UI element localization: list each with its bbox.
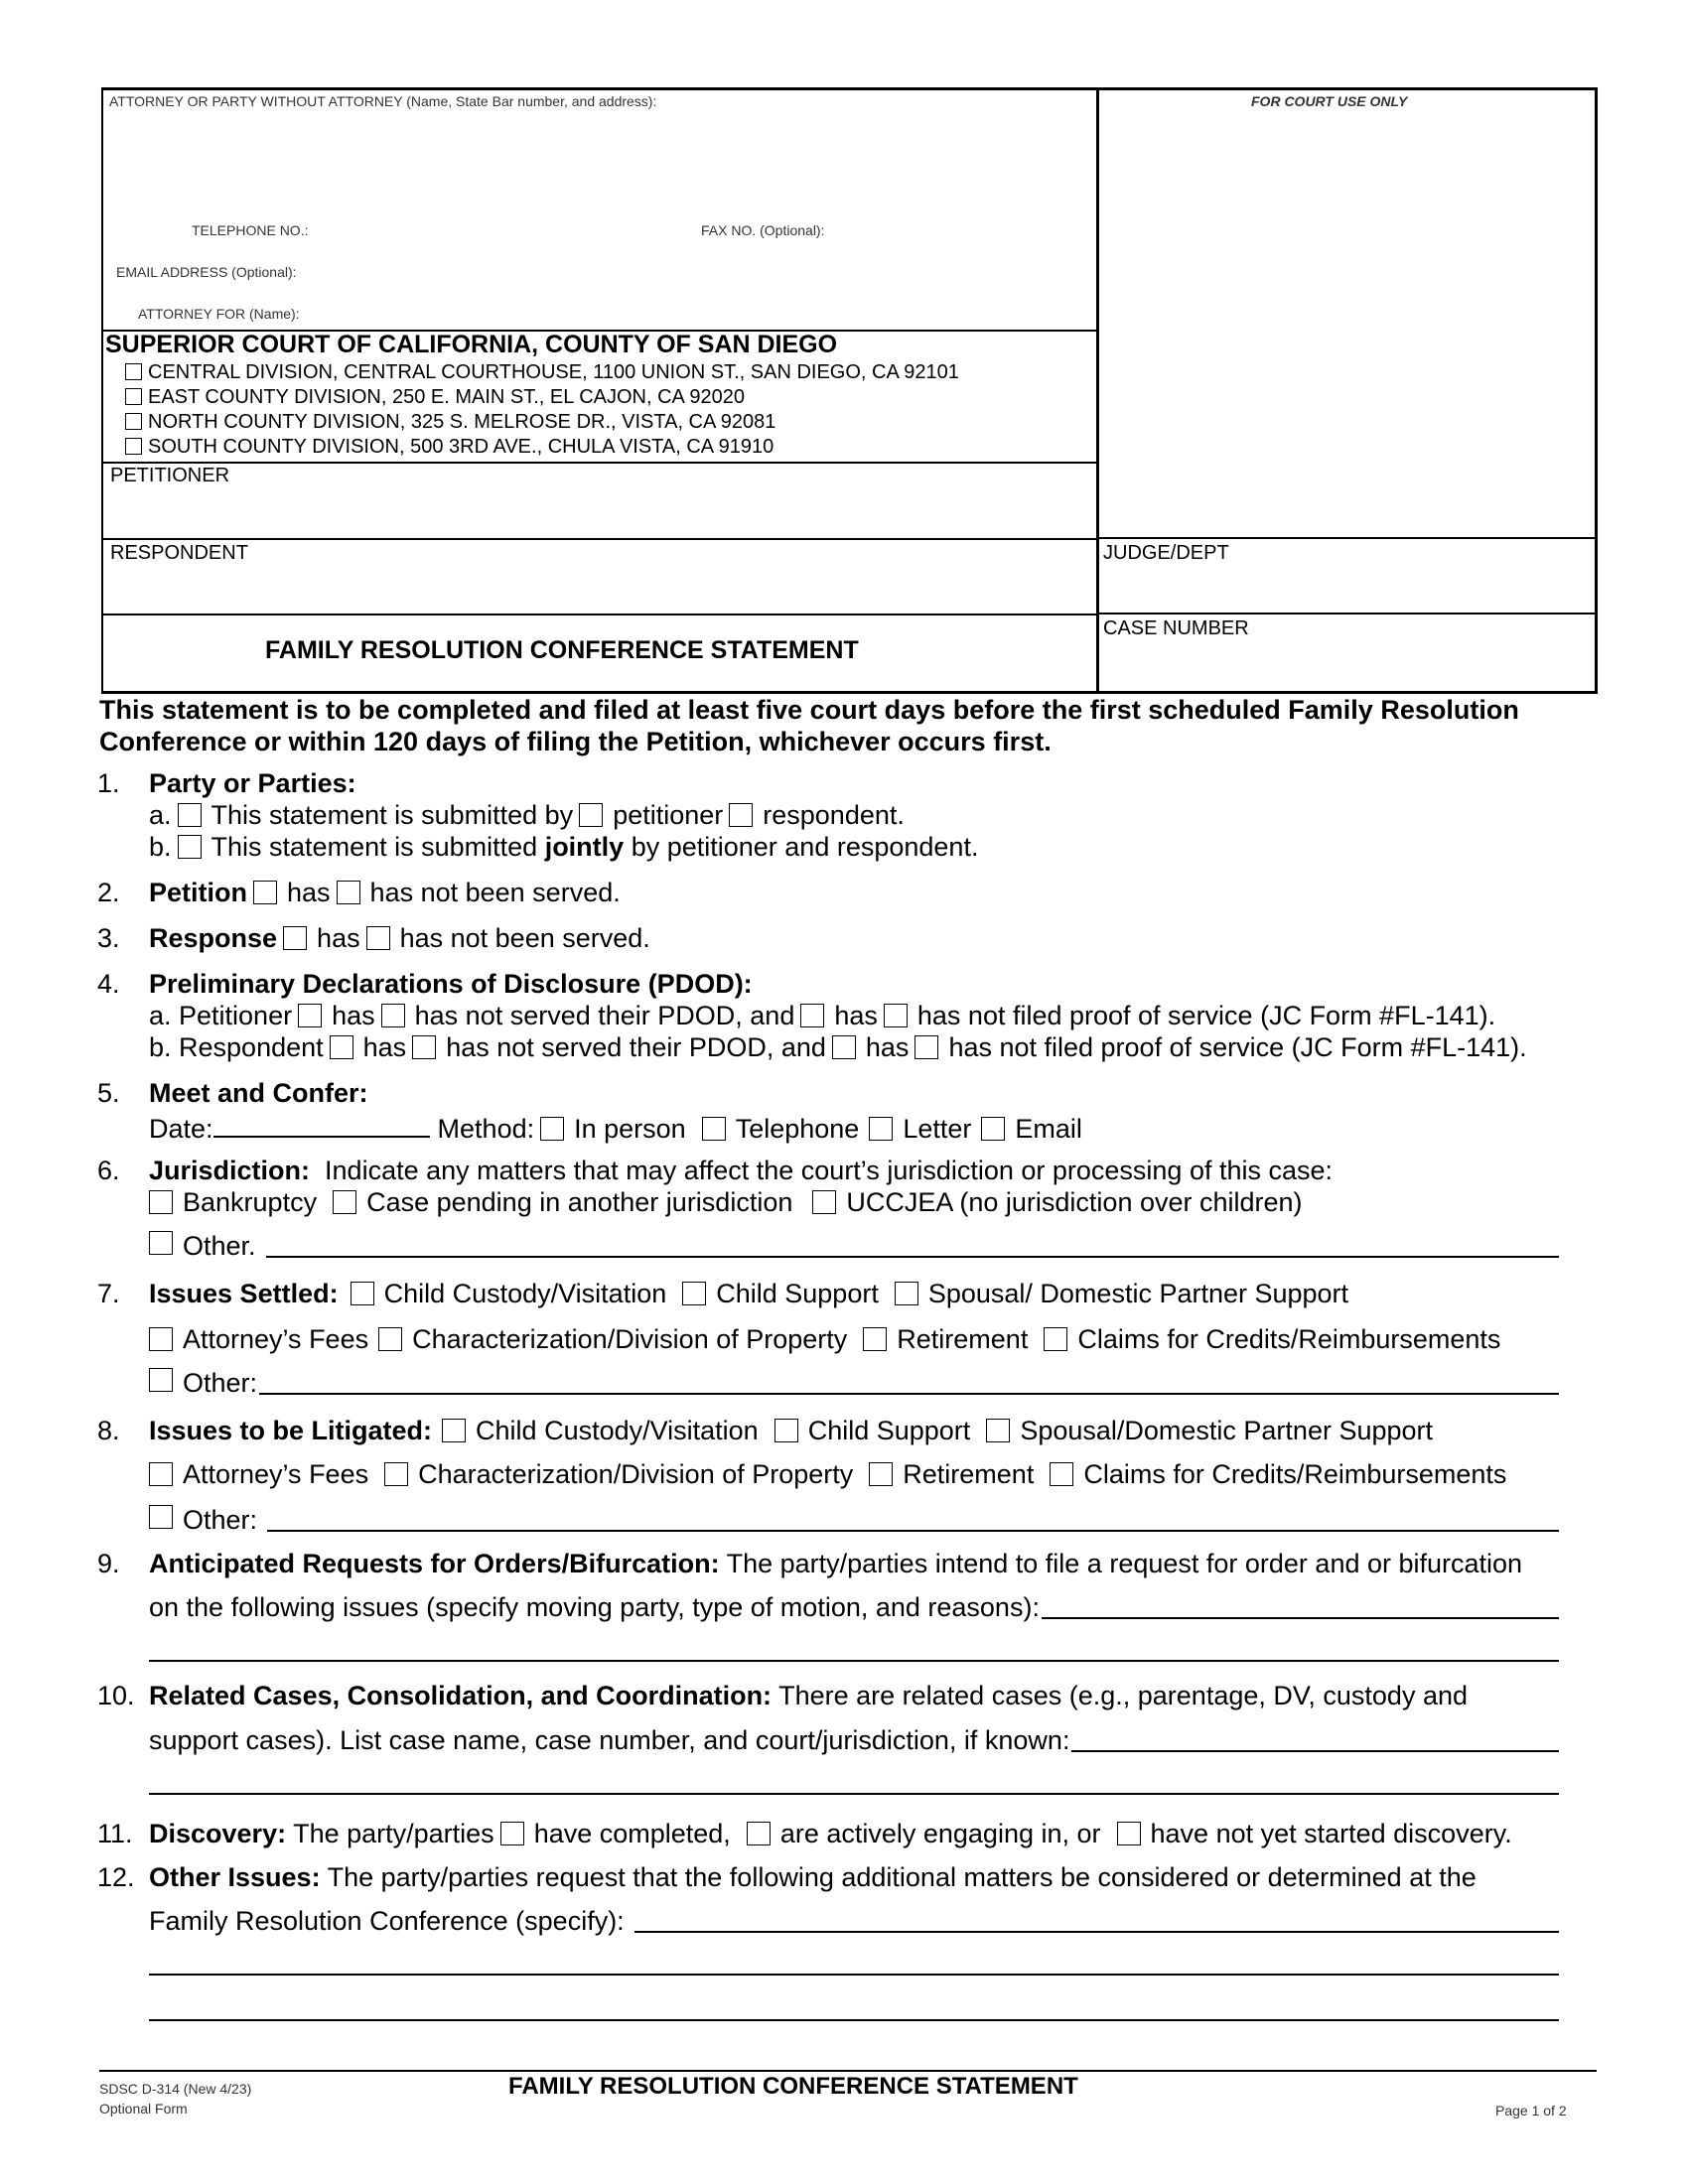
intro-line-1: This statement is to be completed and filed at least five court days before the first scheduled Family Resolution — [99, 695, 1519, 725]
item-7-title: Issues Settled: — [149, 1279, 339, 1308]
item-1b-checkbox[interactable] — [178, 835, 202, 859]
caption-column-divider — [1096, 87, 1099, 693]
item-6-uccjea-label: UCCJEA (no jurisdiction over children) — [846, 1187, 1303, 1217]
item-11-engaging-checkbox[interactable] — [747, 1822, 771, 1845]
item-4a-not-served-label: has not served their PDOD, and — [414, 1001, 795, 1030]
item-7-property-checkbox[interactable] — [378, 1327, 402, 1351]
item-9-field-2[interactable] — [149, 1660, 1559, 1662]
item-11-title: Discovery: — [149, 1819, 287, 1848]
item-6-other-field[interactable] — [266, 1256, 1559, 1258]
item-1b-text-2: by petitioner and respondent. — [631, 832, 979, 862]
item-11-not-started-checkbox[interactable] — [1117, 1822, 1141, 1845]
case-number-label: CASE NUMBER — [1103, 617, 1249, 639]
item-4-number: 4. — [97, 969, 120, 999]
item-6-other-checkbox[interactable] — [149, 1231, 173, 1255]
item-5-date-label: Date: — [149, 1114, 213, 1144]
item-12-number: 12. — [97, 1862, 135, 1892]
division-central-checkbox[interactable] — [125, 363, 142, 380]
item-8-other-checkbox[interactable] — [149, 1505, 173, 1529]
item-2-has-not-label: has not been served. — [369, 878, 621, 907]
item-3-has-not-label: has not been served. — [399, 923, 650, 953]
item-5-in-person-checkbox[interactable] — [540, 1117, 564, 1141]
item-7-other-label: Other: — [183, 1368, 258, 1398]
attorney-for-label: ATTORNEY FOR (Name): — [138, 306, 300, 322]
item-2-number: 2. — [97, 878, 120, 907]
item-5-number: 5. — [97, 1078, 120, 1108]
item-12-field-2[interactable] — [149, 1974, 1559, 1976]
email-label: EMAIL ADDRESS (Optional): — [116, 264, 297, 280]
item-1a-petitioner-label: petitioner — [613, 800, 724, 830]
item-11-completed-checkbox[interactable] — [500, 1822, 524, 1845]
item-6-uccjea-checkbox[interactable] — [812, 1190, 836, 1214]
judge-dept-label: JUDGE/DEPT — [1103, 542, 1229, 564]
item-5-email-checkbox[interactable] — [981, 1117, 1005, 1141]
item-2-has-label: has — [287, 878, 331, 907]
item-10-title: Related Cases, Consolidation, and Coordination: — [149, 1681, 773, 1710]
item-8-fees-label: Attorney’s Fees — [183, 1459, 369, 1489]
item-9-title: Anticipated Requests for Orders/Bifurcation: — [149, 1549, 720, 1578]
rule-court-use — [1096, 537, 1598, 539]
item-9-text-1: The party/parties intend to file a request for order and or bifurcation — [726, 1549, 1523, 1578]
item-7-retirement-label: Retirement — [897, 1324, 1029, 1354]
item-1-title: Party or Parties: — [149, 768, 356, 798]
item-12-title: Other Issues: — [149, 1862, 321, 1892]
caption-bottom-border — [101, 691, 1598, 694]
item-10-row-1 — [149, 1681, 1468, 1711]
item-8-other-field[interactable] — [267, 1530, 1559, 1532]
item-8-row-2 — [149, 1459, 1506, 1490]
item-7-other-checkbox[interactable] — [149, 1368, 173, 1392]
item-6-text: Indicate any matters that may affect the court’s jurisdiction or processing of this case: — [325, 1156, 1334, 1185]
item-12-row-1 — [149, 1862, 1477, 1893]
item-12-text-1: The party/parties request that the following additional matters be considered or determined at the — [327, 1862, 1477, 1892]
form-title: FAMILY RESOLUTION CONFERENCE STATEMENT — [265, 636, 859, 664]
item-4a-filed-checkbox[interactable] — [800, 1004, 824, 1027]
rule-judge — [1096, 613, 1598, 614]
division-south-label: SOUTH COUNTY DIVISION, 500 3RD AVE., CHULA VISTA, CA 91910 — [148, 436, 774, 458]
item-2-row — [149, 878, 621, 908]
caption-left-border — [101, 87, 103, 693]
item-4b-has-label: has — [362, 1032, 407, 1062]
item-2-title: Petition — [149, 878, 247, 907]
item-8-number: 8. — [97, 1416, 120, 1445]
item-8-support-checkbox[interactable] — [774, 1419, 798, 1442]
item-11-number: 11. — [97, 1819, 133, 1848]
item-11-completed-label: have completed, — [533, 1819, 731, 1848]
item-8-property-label: Characterization/Division of Property — [418, 1459, 854, 1489]
item-4a-label: a. Petitioner — [149, 1001, 293, 1030]
item-7-property-label: Characterization/Division of Property — [412, 1324, 848, 1354]
item-6-options-row — [149, 1187, 1303, 1218]
item-11-not-started-label: have not yet started discovery. — [1150, 1819, 1512, 1848]
caption-right-border — [1595, 87, 1598, 693]
item-4b-filed-checkbox[interactable] — [832, 1035, 856, 1059]
division-north-label: NORTH COUNTY DIVISION, 325 S. MELROSE DR., VISTA, CA 92081 — [148, 411, 776, 433]
item-8-title: Issues to be Litigated: — [149, 1416, 433, 1445]
item-6-number: 6. — [97, 1156, 120, 1185]
division-south-checkbox[interactable] — [125, 438, 142, 455]
item-4a-served-checkbox[interactable] — [298, 1004, 322, 1027]
footer-title: FAMILY RESOLUTION CONFERENCE STATEMENT — [508, 2073, 1078, 2100]
division-east[interactable] — [125, 386, 745, 409]
item-10-text-2: support cases). List case name, case number, and court/jurisdiction, if known: — [149, 1725, 1070, 1755]
item-8-support-label: Child Support — [807, 1416, 971, 1445]
footer-form-type: Optional Form — [99, 2101, 188, 2116]
item-12-field-1[interactable] — [634, 1931, 1559, 1933]
item-7-fees-checkbox[interactable] — [149, 1327, 173, 1351]
item-10-row-2 — [149, 1725, 1559, 1756]
item-3-has-label: has — [317, 923, 360, 953]
item-7-support-checkbox[interactable] — [682, 1282, 706, 1305]
item-8-other-label: Other: — [183, 1505, 258, 1535]
item-12-text-2: Family Resolution Conference (specify): — [149, 1906, 625, 1936]
item-6-row — [149, 1156, 1333, 1186]
item-4b-label: b. Respondent — [149, 1032, 324, 1062]
item-8-retirement-checkbox[interactable] — [869, 1462, 893, 1486]
item-7-claims-checkbox[interactable] — [1044, 1327, 1067, 1351]
item-9-number: 9. — [97, 1549, 120, 1578]
item-6-pending-checkbox[interactable] — [333, 1190, 356, 1214]
item-4-title: Preliminary Declarations of Disclosure (PDOD): — [149, 969, 753, 999]
division-central-label: CENTRAL DIVISION, CENTRAL COURTHOUSE, 1100 UNION ST., SAN DIEGO, CA 92101 — [148, 361, 959, 383]
division-east-label: EAST COUNTY DIVISION, 250 E. MAIN ST., EL CAJON, CA 92020 — [148, 386, 745, 408]
rule-respondent — [101, 538, 1098, 540]
division-east-checkbox[interactable] — [125, 388, 142, 405]
item-3-title: Response — [149, 923, 278, 953]
item-10-text-1: There are related cases (e.g., parentage, DV, custody and — [778, 1681, 1468, 1710]
item-3-number: 3. — [97, 923, 120, 953]
item-7-spousal-checkbox[interactable] — [895, 1282, 918, 1305]
item-11-row — [149, 1819, 1512, 1849]
item-8-other-row — [149, 1505, 1559, 1536]
court-name: SUPERIOR COURT OF CALIFORNIA, COUNTY OF SAN DIEGO — [105, 331, 838, 358]
item-5-letter-checkbox[interactable] — [869, 1117, 893, 1141]
item-11-engaging-label: are actively engaging in, or — [779, 1819, 1101, 1848]
court-use-label: FOR COURT USE ONLY — [1251, 93, 1408, 109]
item-4b-filed-label: has — [865, 1032, 910, 1062]
item-9-field-1[interactable] — [1042, 1617, 1559, 1619]
item-7-custody-checkbox[interactable] — [351, 1282, 374, 1305]
item-7-custody-label: Child Custody/Visitation — [383, 1279, 667, 1308]
item-7-other-row — [149, 1368, 1559, 1399]
item-5-date-field[interactable] — [213, 1110, 430, 1138]
item-10-field-1[interactable] — [1071, 1750, 1559, 1752]
item-9-row-2 — [149, 1592, 1559, 1623]
item-1b-jointly: jointly — [544, 832, 625, 862]
item-1a-letter: a. — [149, 800, 172, 830]
item-5-letter-label: Letter — [903, 1114, 972, 1144]
item-10-field-2[interactable] — [149, 1793, 1559, 1795]
item-4a-row — [149, 1001, 1495, 1031]
item-7-fees-label: Attorney’s Fees — [183, 1324, 369, 1354]
item-11-text: The party/parties — [293, 1819, 494, 1848]
rule-petitioner — [101, 462, 1098, 464]
item-7-claims-label: Claims for Credits/Reimbursements — [1077, 1324, 1501, 1354]
item-4b-not-filed-label: has not filed proof of service (JC Form #FL-141). — [948, 1032, 1527, 1062]
item-7-support-label: Child Support — [716, 1279, 879, 1308]
item-10-number: 10. — [97, 1681, 135, 1710]
item-6-other-label: Other. — [183, 1231, 256, 1261]
item-3-has-not-checkbox[interactable] — [366, 926, 390, 950]
item-5-title: Meet and Confer: — [149, 1078, 368, 1108]
item-7-spousal-label: Spousal/ Domestic Partner Support — [927, 1279, 1349, 1308]
item-5-method-label: Method: — [437, 1114, 535, 1144]
item-4a-not-served-checkbox[interactable] — [381, 1004, 405, 1027]
item-5-telephone-checkbox[interactable] — [702, 1117, 726, 1141]
item-7-row-2 — [149, 1324, 1500, 1355]
item-8-claims-checkbox[interactable] — [1050, 1462, 1073, 1486]
item-1-number: 1. — [97, 768, 120, 798]
item-1a-row — [149, 800, 905, 831]
item-1a-respondent-checkbox[interactable] — [729, 803, 753, 827]
item-1a-checkbox[interactable] — [178, 803, 202, 827]
item-8-fees-checkbox[interactable] — [149, 1462, 173, 1486]
item-4b-row — [149, 1032, 1527, 1063]
item-4a-not-filed-label: has not filed proof of service (JC Form #FL-141). — [916, 1001, 1496, 1030]
division-north[interactable] — [125, 411, 775, 434]
item-8-row-1 — [149, 1416, 1433, 1446]
item-2-has-checkbox[interactable] — [253, 881, 277, 904]
item-8-claims-label: Claims for Credits/Reimbursements — [1083, 1459, 1507, 1489]
item-4b-served-checkbox[interactable] — [330, 1035, 353, 1059]
division-south[interactable] — [125, 436, 774, 459]
item-3-has-checkbox[interactable] — [283, 926, 307, 950]
item-3-row — [149, 923, 650, 954]
item-9-text-2: on the following issues (specify moving party, type of motion, and reasons): — [149, 1592, 1040, 1622]
item-6-bankruptcy-checkbox[interactable] — [149, 1190, 173, 1214]
intro-line-2: Conference or within 120 days of filing the Petition, whichever occurs first. — [99, 727, 1052, 756]
division-north-checkbox[interactable] — [125, 413, 142, 430]
item-7-number: 7. — [97, 1279, 120, 1308]
item-1b-row — [149, 832, 978, 863]
item-8-custody-label: Child Custody/Visitation — [476, 1416, 759, 1445]
division-central[interactable] — [125, 361, 959, 384]
item-8-spousal-label: Spousal/Domestic Partner Support — [1020, 1416, 1434, 1445]
fax-label: FAX NO. (Optional): — [701, 222, 825, 238]
item-4b-not-served-checkbox[interactable] — [412, 1035, 436, 1059]
item-4b-not-served-label: has not served their PDOD, and — [446, 1032, 826, 1062]
item-6-bankruptcy-label: Bankruptcy — [183, 1187, 318, 1217]
item-12-field-3[interactable] — [149, 2019, 1559, 2021]
respondent-label: RESPONDENT — [110, 542, 248, 564]
item-7-row-1 — [149, 1279, 1348, 1309]
attorney-label: ATTORNEY OR PARTY WITHOUT ATTORNEY (Name, State Bar number, and address): — [109, 93, 657, 109]
item-1b-text: This statement is submitted — [211, 832, 538, 862]
item-1b-letter: b. — [149, 832, 172, 862]
item-7-other-field[interactable] — [259, 1393, 1559, 1395]
item-1a-respondent-label: respondent. — [763, 800, 905, 830]
footer-form-id: SDSC D-314 (New 4/23) — [99, 2081, 252, 2097]
footer-page-number: Page 1 of 2 — [1495, 2103, 1567, 2118]
item-8-spousal-checkbox[interactable] — [986, 1419, 1010, 1442]
item-9-row-1 — [149, 1549, 1522, 1579]
item-5-telephone-label: Telephone — [735, 1114, 860, 1144]
item-4a-filed-label: has — [834, 1001, 878, 1030]
footer-rule — [99, 2070, 1597, 2072]
caption-top-border — [101, 87, 1596, 90]
item-6-pending-label: Case pending in another jurisdiction — [366, 1187, 793, 1217]
item-4b-not-filed-checkbox[interactable] — [914, 1035, 938, 1059]
item-7-retirement-checkbox[interactable] — [863, 1327, 887, 1351]
item-8-property-checkbox[interactable] — [384, 1462, 408, 1486]
item-12-row-2 — [149, 1906, 1559, 1937]
item-6-title: Jurisdiction: — [149, 1156, 311, 1185]
item-8-retirement-label: Retirement — [903, 1459, 1035, 1489]
item-4a-not-filed-checkbox[interactable] — [884, 1004, 908, 1027]
telephone-label: TELEPHONE NO.: — [192, 222, 309, 238]
item-4a-has-label: has — [332, 1001, 375, 1030]
item-1a-text: This statement is submitted by — [211, 800, 574, 830]
item-5-email-label: Email — [1015, 1114, 1082, 1144]
item-5-row — [149, 1110, 1082, 1145]
rule-title — [101, 614, 1098, 615]
item-8-custody-checkbox[interactable] — [442, 1419, 466, 1442]
item-1a-petitioner-checkbox[interactable] — [579, 803, 603, 827]
item-2-has-not-checkbox[interactable] — [337, 881, 360, 904]
item-5-in-person-label: In person — [574, 1114, 686, 1144]
petitioner-label: PETITIONER — [110, 465, 230, 486]
item-6-other-row — [149, 1231, 1559, 1262]
